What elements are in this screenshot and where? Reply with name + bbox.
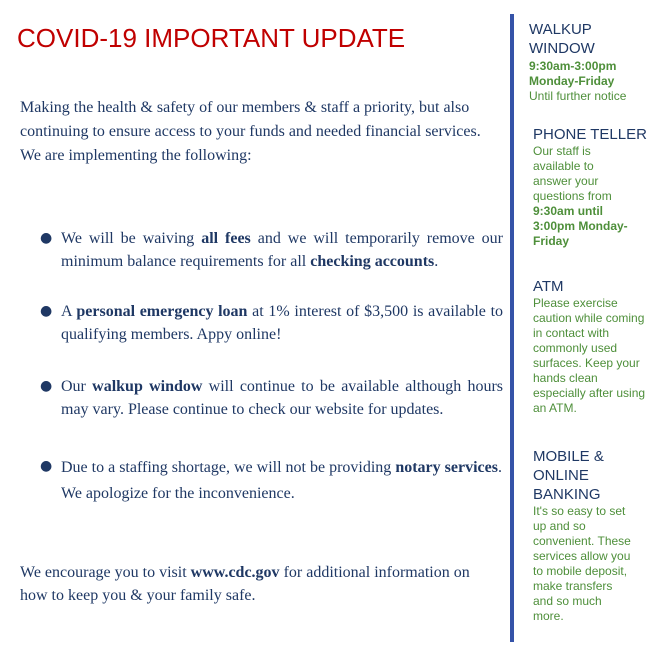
bullet-dot-icon: ● <box>40 458 53 474</box>
walkup-hours: 9:30am-3:00pm <box>529 59 617 73</box>
sidebar-walkup <box>529 20 626 104</box>
bullet-dot-icon: ● <box>40 230 53 246</box>
sidebar-divider <box>510 14 514 642</box>
phone-teller-heading: PHONE TELLER <box>533 126 647 143</box>
bullet-dot-icon: ● <box>40 378 53 394</box>
bullet-emphasis: personal emergency loan <box>76 303 248 320</box>
mobile-heading: BANKING <box>533 486 601 503</box>
sidebar-mobile-banking: MOBILE & ONLINE BANKING It's so easy to set up and so convenient. These services allow you to mobile deposit, make transfers and so much more. <box>533 448 631 623</box>
walkup-heading: WALKUP <box>529 21 592 38</box>
sidebar-atm: ATM Please exercise caution while coming in contact with commonly used surfaces. Keep your hands clean especially after using an ATM. <box>533 278 646 415</box>
intro-line: continuing to ensure access to your funds and needed financial services. <box>20 123 481 140</box>
sidebar-phone-teller: PHONE TELLER Our staff is available to answer your questions from 9:30am until 3:00pm Monday- Friday <box>533 126 647 248</box>
bullet-emphasis: all fees <box>201 230 251 247</box>
walkup-heading: WINDOW <box>529 40 595 57</box>
bullet-emphasis: notary services <box>395 459 498 476</box>
bullet-dot-icon: ● <box>40 303 53 319</box>
intro-line: We are implementing the following: <box>20 147 252 164</box>
cdc-link-text: www.cdc.gov <box>190 564 280 581</box>
closing-paragraph: We encourage you to visit www.cdc.gov for additional information on how to keep you & your family safe. <box>20 564 470 604</box>
intro-line: Making the health & safety of our members & staff a priority, but also <box>20 99 470 116</box>
walkup-days: Monday-Friday <box>529 74 615 88</box>
bullet-emphasis: checking accounts <box>310 253 435 270</box>
mobile-heading: MOBILE & <box>533 448 604 465</box>
walkup-note: Until further notice <box>529 89 627 103</box>
bullet-emphasis: walkup window <box>92 378 203 395</box>
atm-heading: ATM <box>533 278 564 295</box>
intro-paragraph <box>20 96 495 168</box>
mobile-heading: ONLINE <box>533 467 589 484</box>
page-title: COVID-19 IMPORTANT UPDATE <box>17 23 406 53</box>
